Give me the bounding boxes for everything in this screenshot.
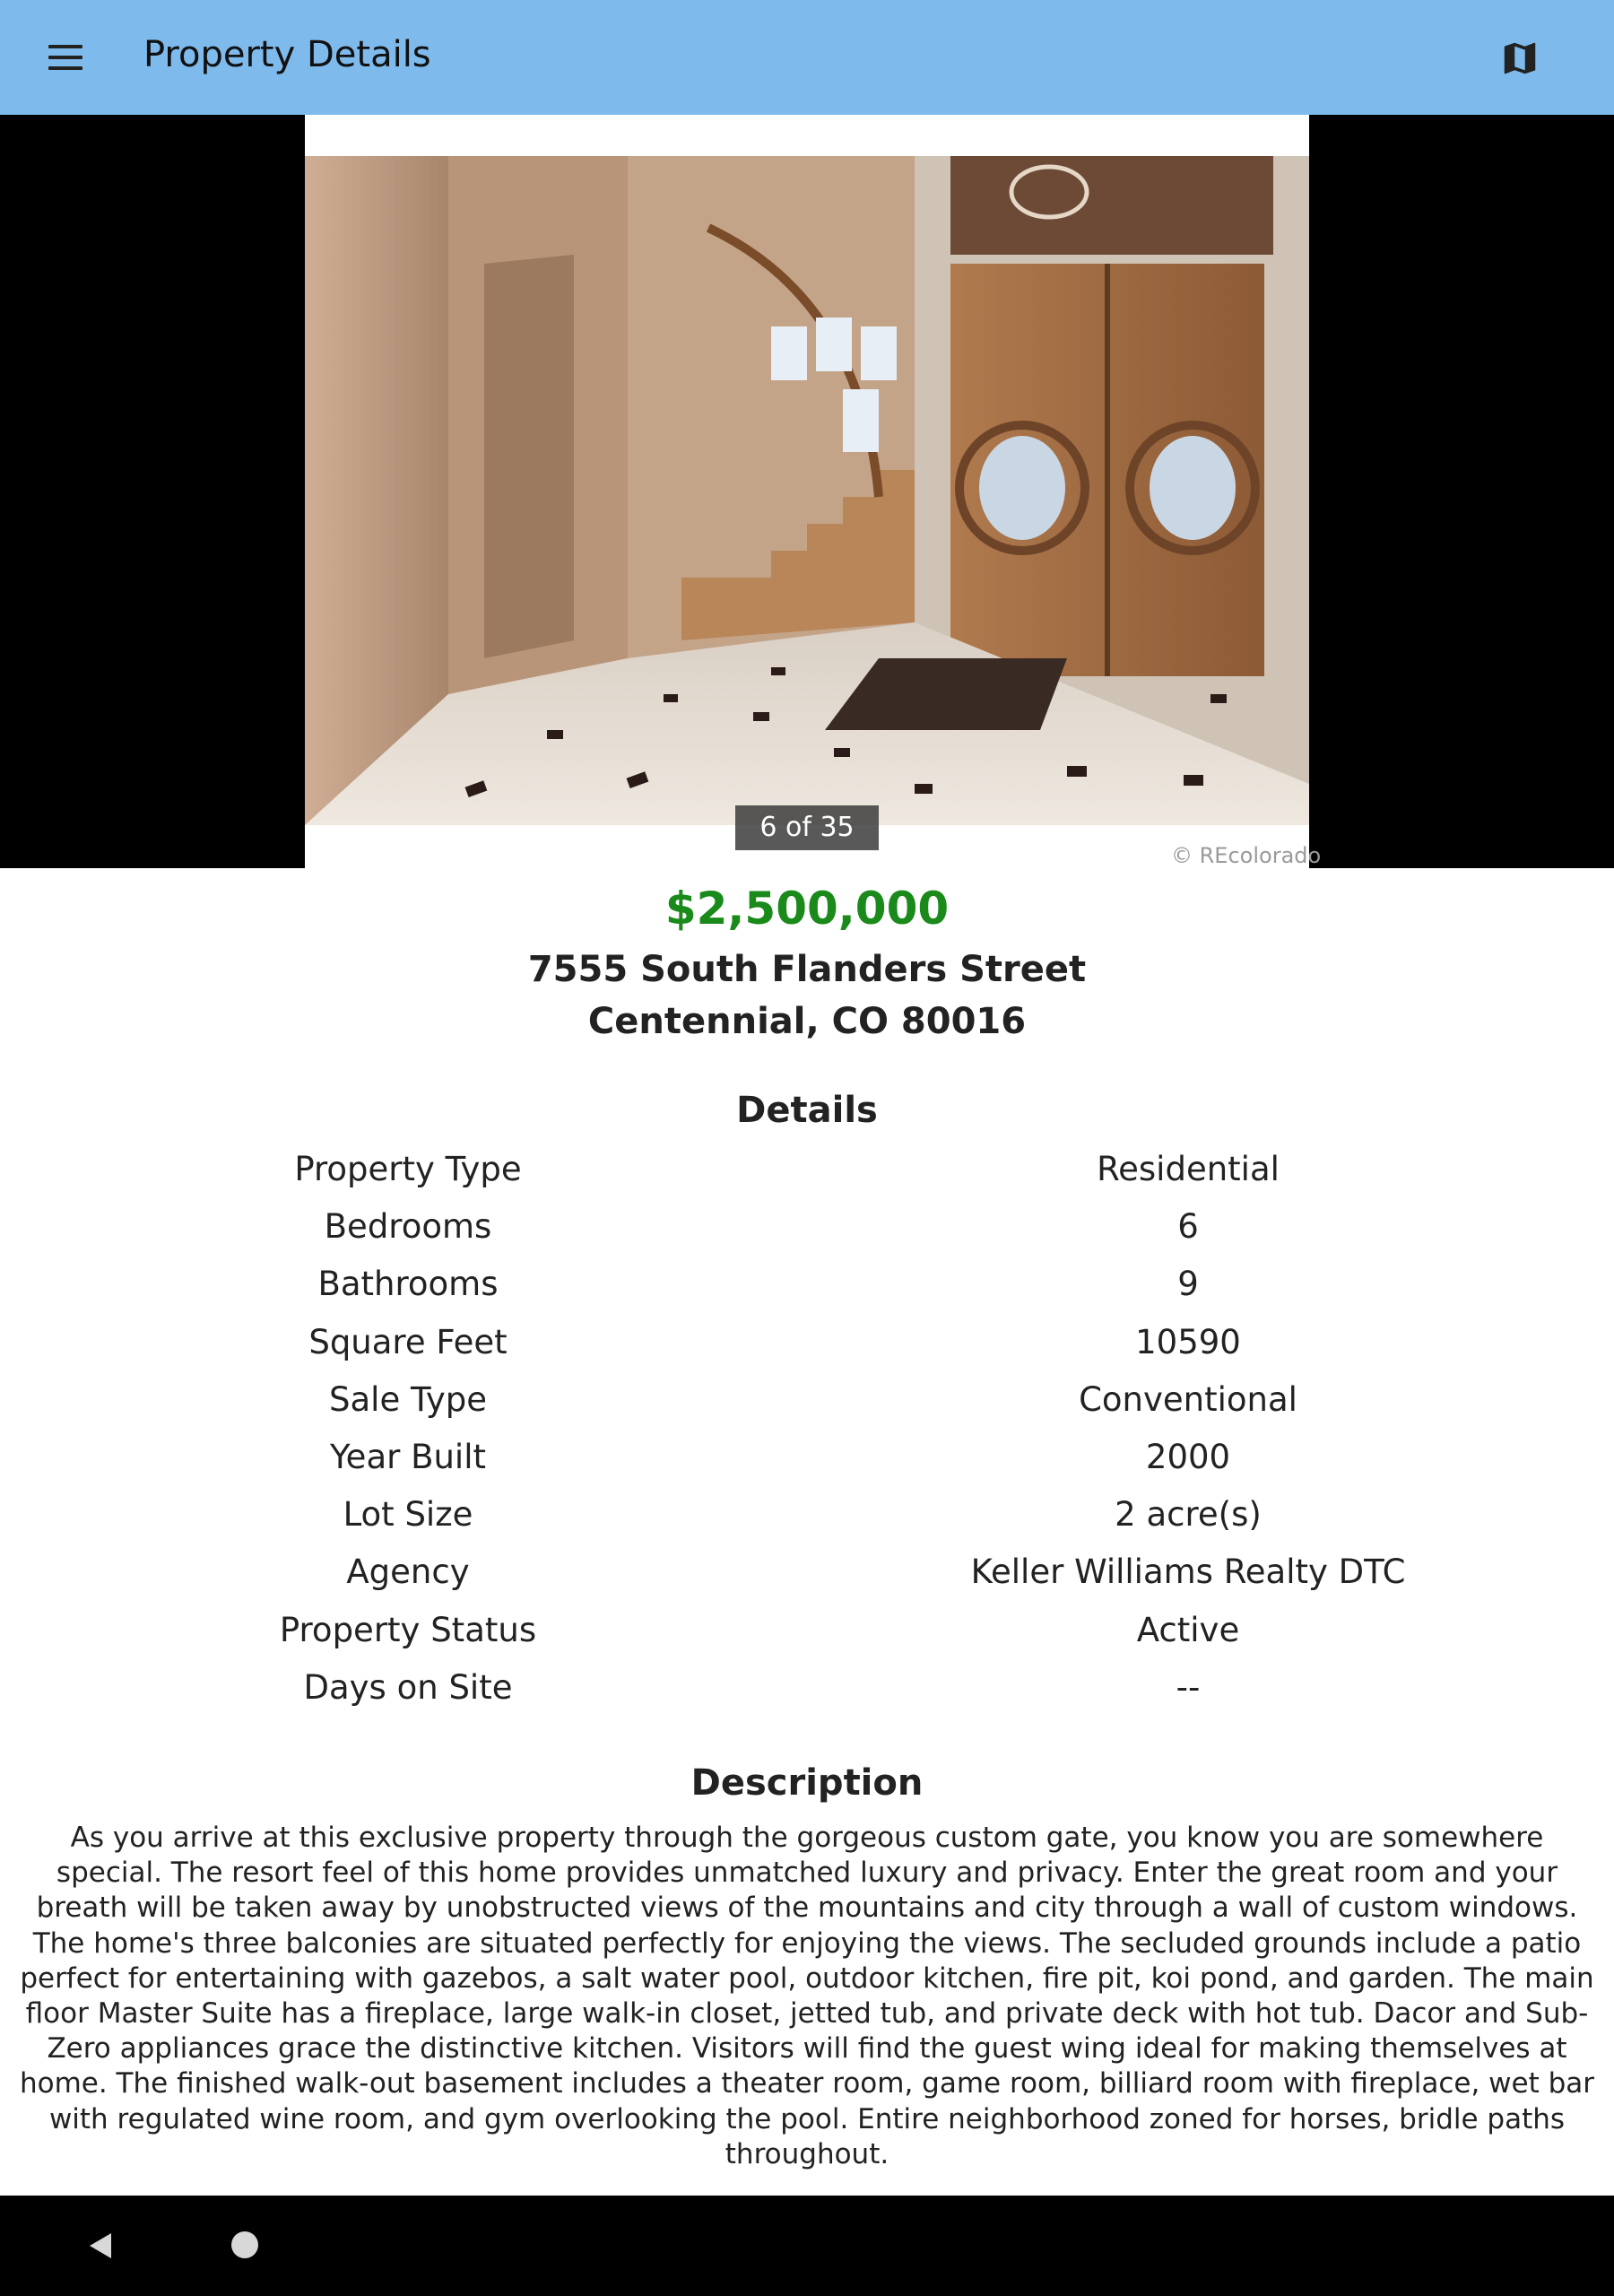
detail-row-property-type [0, 1141, 1614, 1198]
detail-row-bathrooms [0, 1256, 1614, 1313]
detail-value: Keller Williams Realty DTC [970, 1552, 1406, 1592]
detail-label: Property Status [279, 1610, 537, 1649]
detail-row-year-built [0, 1429, 1614, 1486]
property-photo[interactable] [305, 115, 1309, 868]
detail-label: Sale Type [329, 1379, 487, 1419]
map-icon[interactable] [1499, 38, 1540, 79]
detail-value: Conventional [1079, 1379, 1297, 1419]
detail-value: 2000 [1145, 1437, 1231, 1476]
detail-label: Square Feet [308, 1322, 508, 1361]
detail-row-days-on-site [0, 1659, 1614, 1717]
detail-value: -- [1176, 1667, 1201, 1707]
detail-label: Bedrooms [324, 1207, 492, 1247]
detail-row-agency [0, 1544, 1614, 1601]
detail-row-property-status [0, 1602, 1614, 1659]
address-line-1: 7555 South Flanders Street [527, 949, 1087, 990]
photo-counter: 6 of 35 [735, 805, 879, 850]
detail-row-square-feet [0, 1314, 1614, 1371]
home-circle-icon[interactable] [231, 2231, 258, 2258]
detail-value: Residential [1097, 1150, 1280, 1188]
detail-label: Agency [346, 1552, 470, 1592]
detail-value: Active [1136, 1610, 1240, 1649]
details-heading: Details [736, 1090, 878, 1131]
page-title: Property Details [143, 34, 431, 75]
detail-row-lot-size [0, 1486, 1614, 1544]
detail-value: 2 acre(s) [1115, 1495, 1262, 1535]
detail-value: 6 [1177, 1207, 1199, 1247]
photo-watermark: © REcolorado [1171, 843, 1322, 868]
detail-label: Property Type [294, 1150, 522, 1188]
back-triangle-icon[interactable] [84, 2230, 117, 2262]
detail-value: 9 [1177, 1265, 1199, 1304]
detail-label: Lot Size [343, 1495, 473, 1535]
system-nav-bar [0, 2196, 1614, 2296]
description-text: As you arrive at this exclusive property through the gorgeous custom gate, you know you are somewhere special. The resort feel of this home provides unmatched luxury and privacy. Enter the great room and your breath will be taken away by unobstructed views of the mountains and city through a wall of custom windows. The home's three balconies are situated perfectly for enjoying the views. The secluded grounds include a patio perfect for entertaining with gazebos, a salt water pool, outdoor kitchen, fire pit, koi pond, and garden. The main floor Master Suite has a fireplace, large walk-in closet, jetted tub, and private deck with hot tub. Dacor and Sub-Zero appliances grace the distinctive kitchen. Visitors will find the guest wing ideal for making themselves at home. The finished walk-out basement includes a theater room, game room, billiard room with fireplace, wet bar with regulated wine room, and gym overlooking the pool. Entire neighborhood zoned for horses, bridle paths throughout. [19, 1822, 1595, 2170]
description-heading: Description [690, 1762, 924, 1804]
address-line-2: Centennial, CO 80016 [587, 1001, 1027, 1042]
detail-row-bedrooms [0, 1198, 1614, 1256]
detail-label: Bathrooms [317, 1265, 499, 1304]
detail-label: Days on Site [303, 1667, 513, 1707]
detail-row-sale-type [0, 1371, 1614, 1429]
hamburger-menu-icon[interactable] [47, 38, 86, 77]
listing-price: $2,500,000 [664, 883, 950, 935]
detail-value: 10590 [1135, 1322, 1241, 1361]
details-table [0, 1141, 1614, 1717]
photo-gallery[interactable] [0, 115, 1614, 868]
detail-label: Year Built [330, 1437, 486, 1476]
app-bar [0, 0, 1614, 115]
